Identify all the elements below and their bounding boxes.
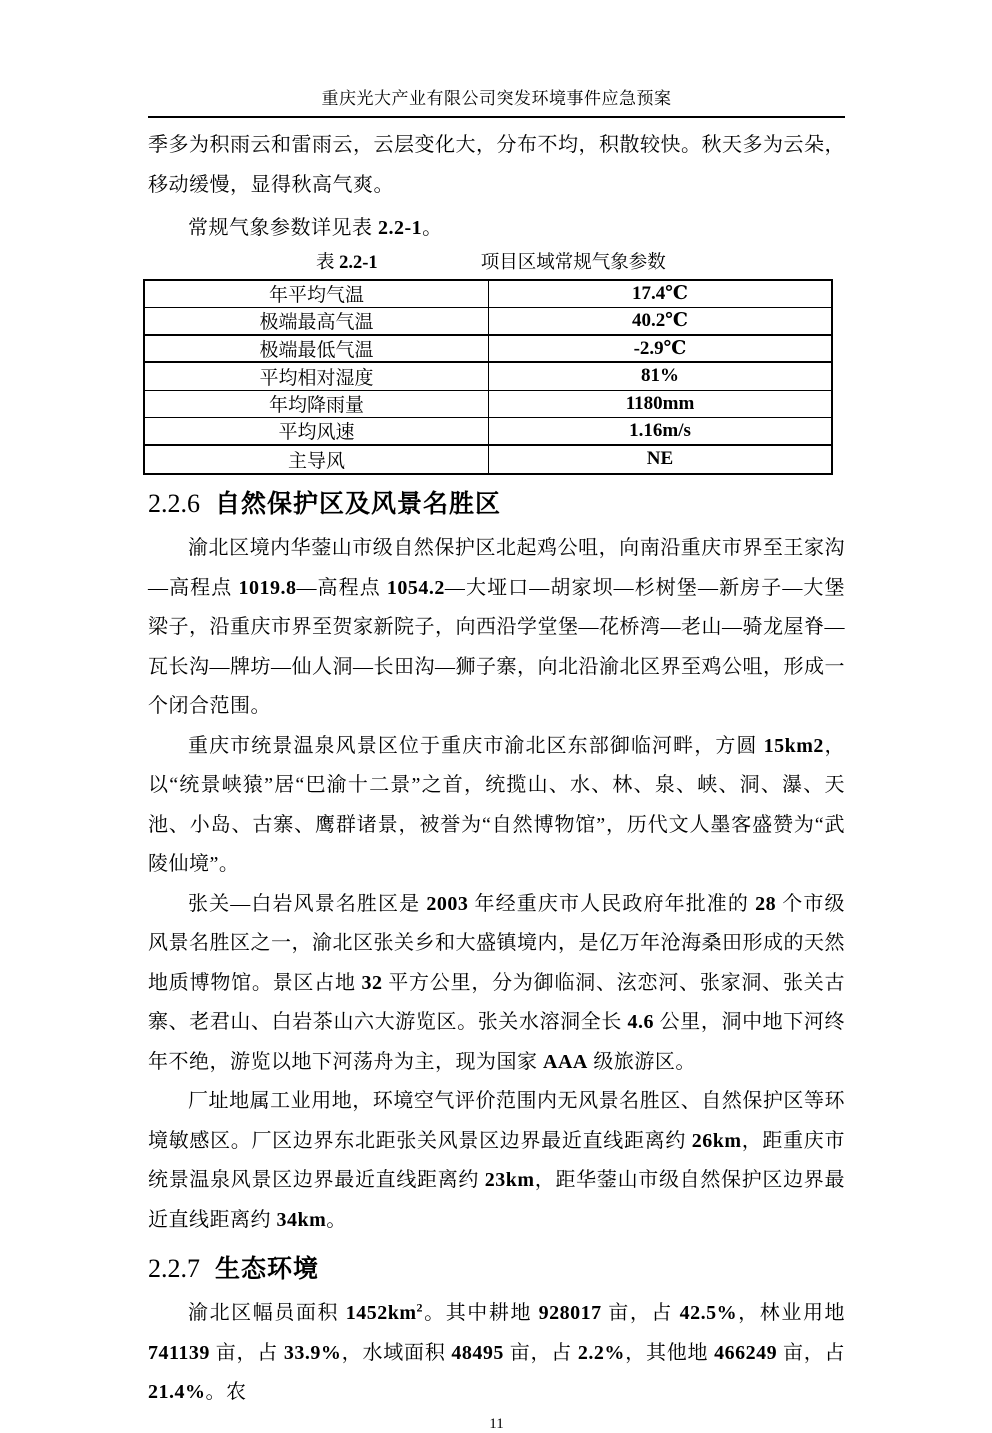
section-number: 2.2.6 [148,489,200,518]
row-value: -2.9℃ [633,337,687,359]
table-row [145,363,831,391]
table-row [145,336,831,364]
row-value: 40.2℃ [631,310,689,332]
table-row [145,308,831,336]
table-caption [316,251,845,275]
section-title: 生态环境 [215,1255,320,1283]
page-number: 11 [489,1415,504,1432]
row-value: 1.16m/s [629,419,691,441]
table-row [145,281,831,309]
meteorological-parameters-table [143,279,833,476]
table-row [145,418,831,446]
row-value: NE [646,448,674,470]
body-paragraph-tongjing-springs: 重庆市统景温泉风景区位于重庆市渝北区东部御临河畔，方圆 15km2，以“统景峡猿”居“巴渝十二景”之首，统揽山、水、林、泉、峡、洞、瀑、天池、小岛、古寨、鹰群诸景，被誉为“自然博物馆”，历代文人墨客盛赞为“武陵仙境”。 [148,734,845,875]
row-label: 极端最高气温 [145,308,489,334]
section-heading-2-2-6 [148,487,845,521]
row-label: 极端最低气温 [145,336,489,362]
row-label: 平均风速 [145,418,489,444]
table-row [145,446,831,474]
body-paragraph-intro: 季多为积雨云和雷雨云，云层变化大，分布不均，积散较快。秋天多为云朵，移动缓慢，显得秋高气爽。 [148,134,845,196]
table-caption-label: 表 2.2-1 [316,252,378,273]
section-title: 自然保护区及风景名胜区 [215,490,502,518]
row-label: 年均降雨量 [145,391,489,418]
row-label: 年平均气温 [145,281,489,308]
page-header-title: 重庆光大产业有限公司突发环境事件应急预案 [148,88,845,118]
section-number: 2.2.7 [148,1254,200,1283]
table-row [145,391,831,419]
row-value: 17.4℃ [631,283,689,305]
row-label: 平均相对湿度 [145,363,489,390]
row-value: 81% [641,365,679,387]
body-paragraph-zhangguan-baiyan: 张关—白岩风景名胜区是 2003 年经重庆市人民政府年批准的 28 个市级风景名胜区之一，渝北区张关乡和大盛镇境内，是亿万年沧海桑田形成的天然地质博物馆。景区占地 32 平方公里，分为御临洞、泫恋河、张家洞、张关古寨、老君山、白岩茶山六大游览区。张关水溶洞全长 4.6 公里，洞中地下河终年不绝，游览以地下河荡舟为主，现为国家 AAA 级旅游区。 [148,892,846,1073]
body-paragraph-table-ref: 常规气象参数详见表 2.2-1。 [188,217,443,239]
body-paragraph-site-distances: 厂址地属工业用地，环境空气评价范围内无风景名胜区、自然保护区等环境敏感区。厂区边界东北距张关风景区边界最近直线距离约 26km，距重庆市统景温泉风景区边界最近直线距离约 23km，距华蓥山市级自然保护区边界最近直线距离约 34km。 [148,1090,846,1231]
section-heading-2-2-7 [148,1252,845,1286]
body-paragraph-ecology: 渝北区幅员面积 $1452km^2$。其中耕地 928017 亩，占 42.5%，林业用地 741139 亩，占 33.9%，水域面积 48495 亩，占 2.2%，其他地 466249 亩，占 21.4%。农 [148,1300,846,1403]
body-paragraph-nature-reserve: 渝北区境内华蓥山市级自然保护区北起鸡公咀，向南沿重庆市界至王家沟—高程点 1019.8—高程点 1054.2—大垭口—胡家坝—杉树堡—新房子—大堡梁子，沿重庆市界至贺家新院子，向西沿学堂堡—花桥湾—老山—骑龙屋脊—瓦长沟—牌坊—仙人洞—长田沟—狮子寨，向北沿渝北区界至鸡公咀，形成一个闭合范围。 [148,537,846,717]
row-label: 主导风 [145,446,489,474]
row-value: 1180mm [625,392,695,414]
table-caption-title: 项目区域常规气象参数 [480,252,666,273]
